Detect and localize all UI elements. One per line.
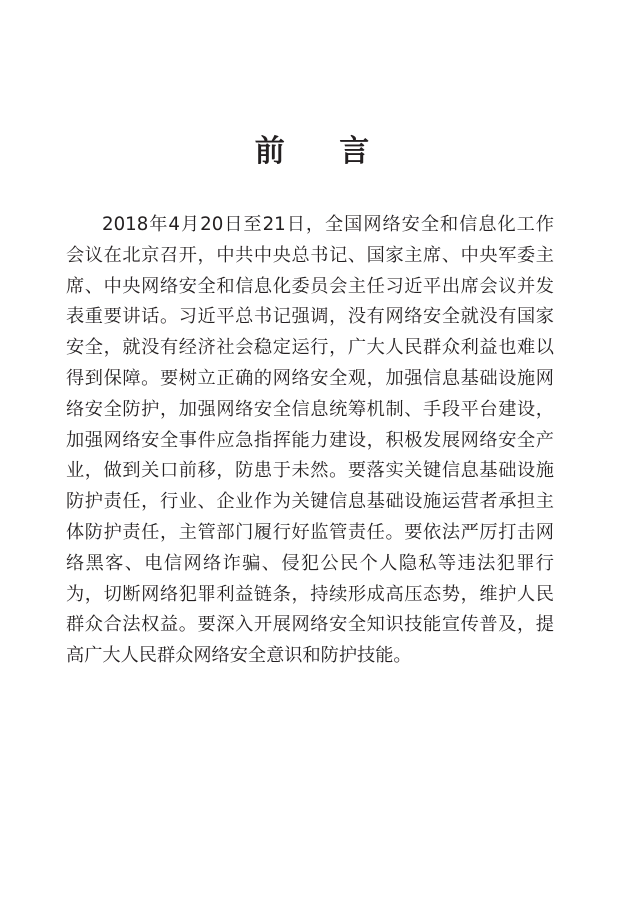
- preface-paragraph: [66, 210, 554, 672]
- paragraph-line: 为，切断网络犯罪利益链条，持续形成高压态势，维护人民: [66, 583, 554, 605]
- paragraph-line: 安全，就没有经济社会稳定运行，广大人民群众利益也难以: [66, 337, 554, 359]
- paragraph-line: 络安全防护，加强网络安全信息统筹机制、手段平台建设，: [66, 398, 554, 420]
- paragraph-line: 群众合法权益。要深入开展网络安全知识技能宣传普及，提: [66, 614, 554, 636]
- page-title: 前 言: [254, 134, 392, 169]
- paragraph-line: 2018年4月20日至21日，全国网络安全和信息化工作: [102, 214, 554, 235]
- paragraph-line: 高广大人民群众网络安全意识和防护技能。: [66, 645, 412, 667]
- paragraph-line: 体防护责任，主管部门履行好监管责任。要依法严厉打击网: [66, 521, 554, 543]
- paragraph-line: 会议在北京召开，中共中央总书记、国家主席、中央军委主: [66, 244, 554, 266]
- paragraph-line: 络黑客、电信网络诈骗、侵犯公民个人隐私等违法犯罪行: [66, 552, 554, 574]
- paragraph-line: 业，做到关口前移，防患于未然。要落实关键信息基础设施: [66, 460, 554, 482]
- paragraph-line: 加强网络安全事件应急指挥能力建设，积极发展网络安全产: [66, 429, 554, 451]
- paragraph-line: 防护责任，行业、企业作为关键信息基础设施运营者承担主: [66, 491, 554, 513]
- paragraph-line: 得到保障。要树立正确的网络安全观，加强信息基础设施网: [66, 367, 554, 389]
- paragraph-line: 席、中央网络安全和信息化委员会主任习近平出席会议并发: [66, 275, 554, 297]
- paragraph-line: 表重要讲话。习近平总书记强调，没有网络安全就没有国家: [66, 306, 554, 328]
